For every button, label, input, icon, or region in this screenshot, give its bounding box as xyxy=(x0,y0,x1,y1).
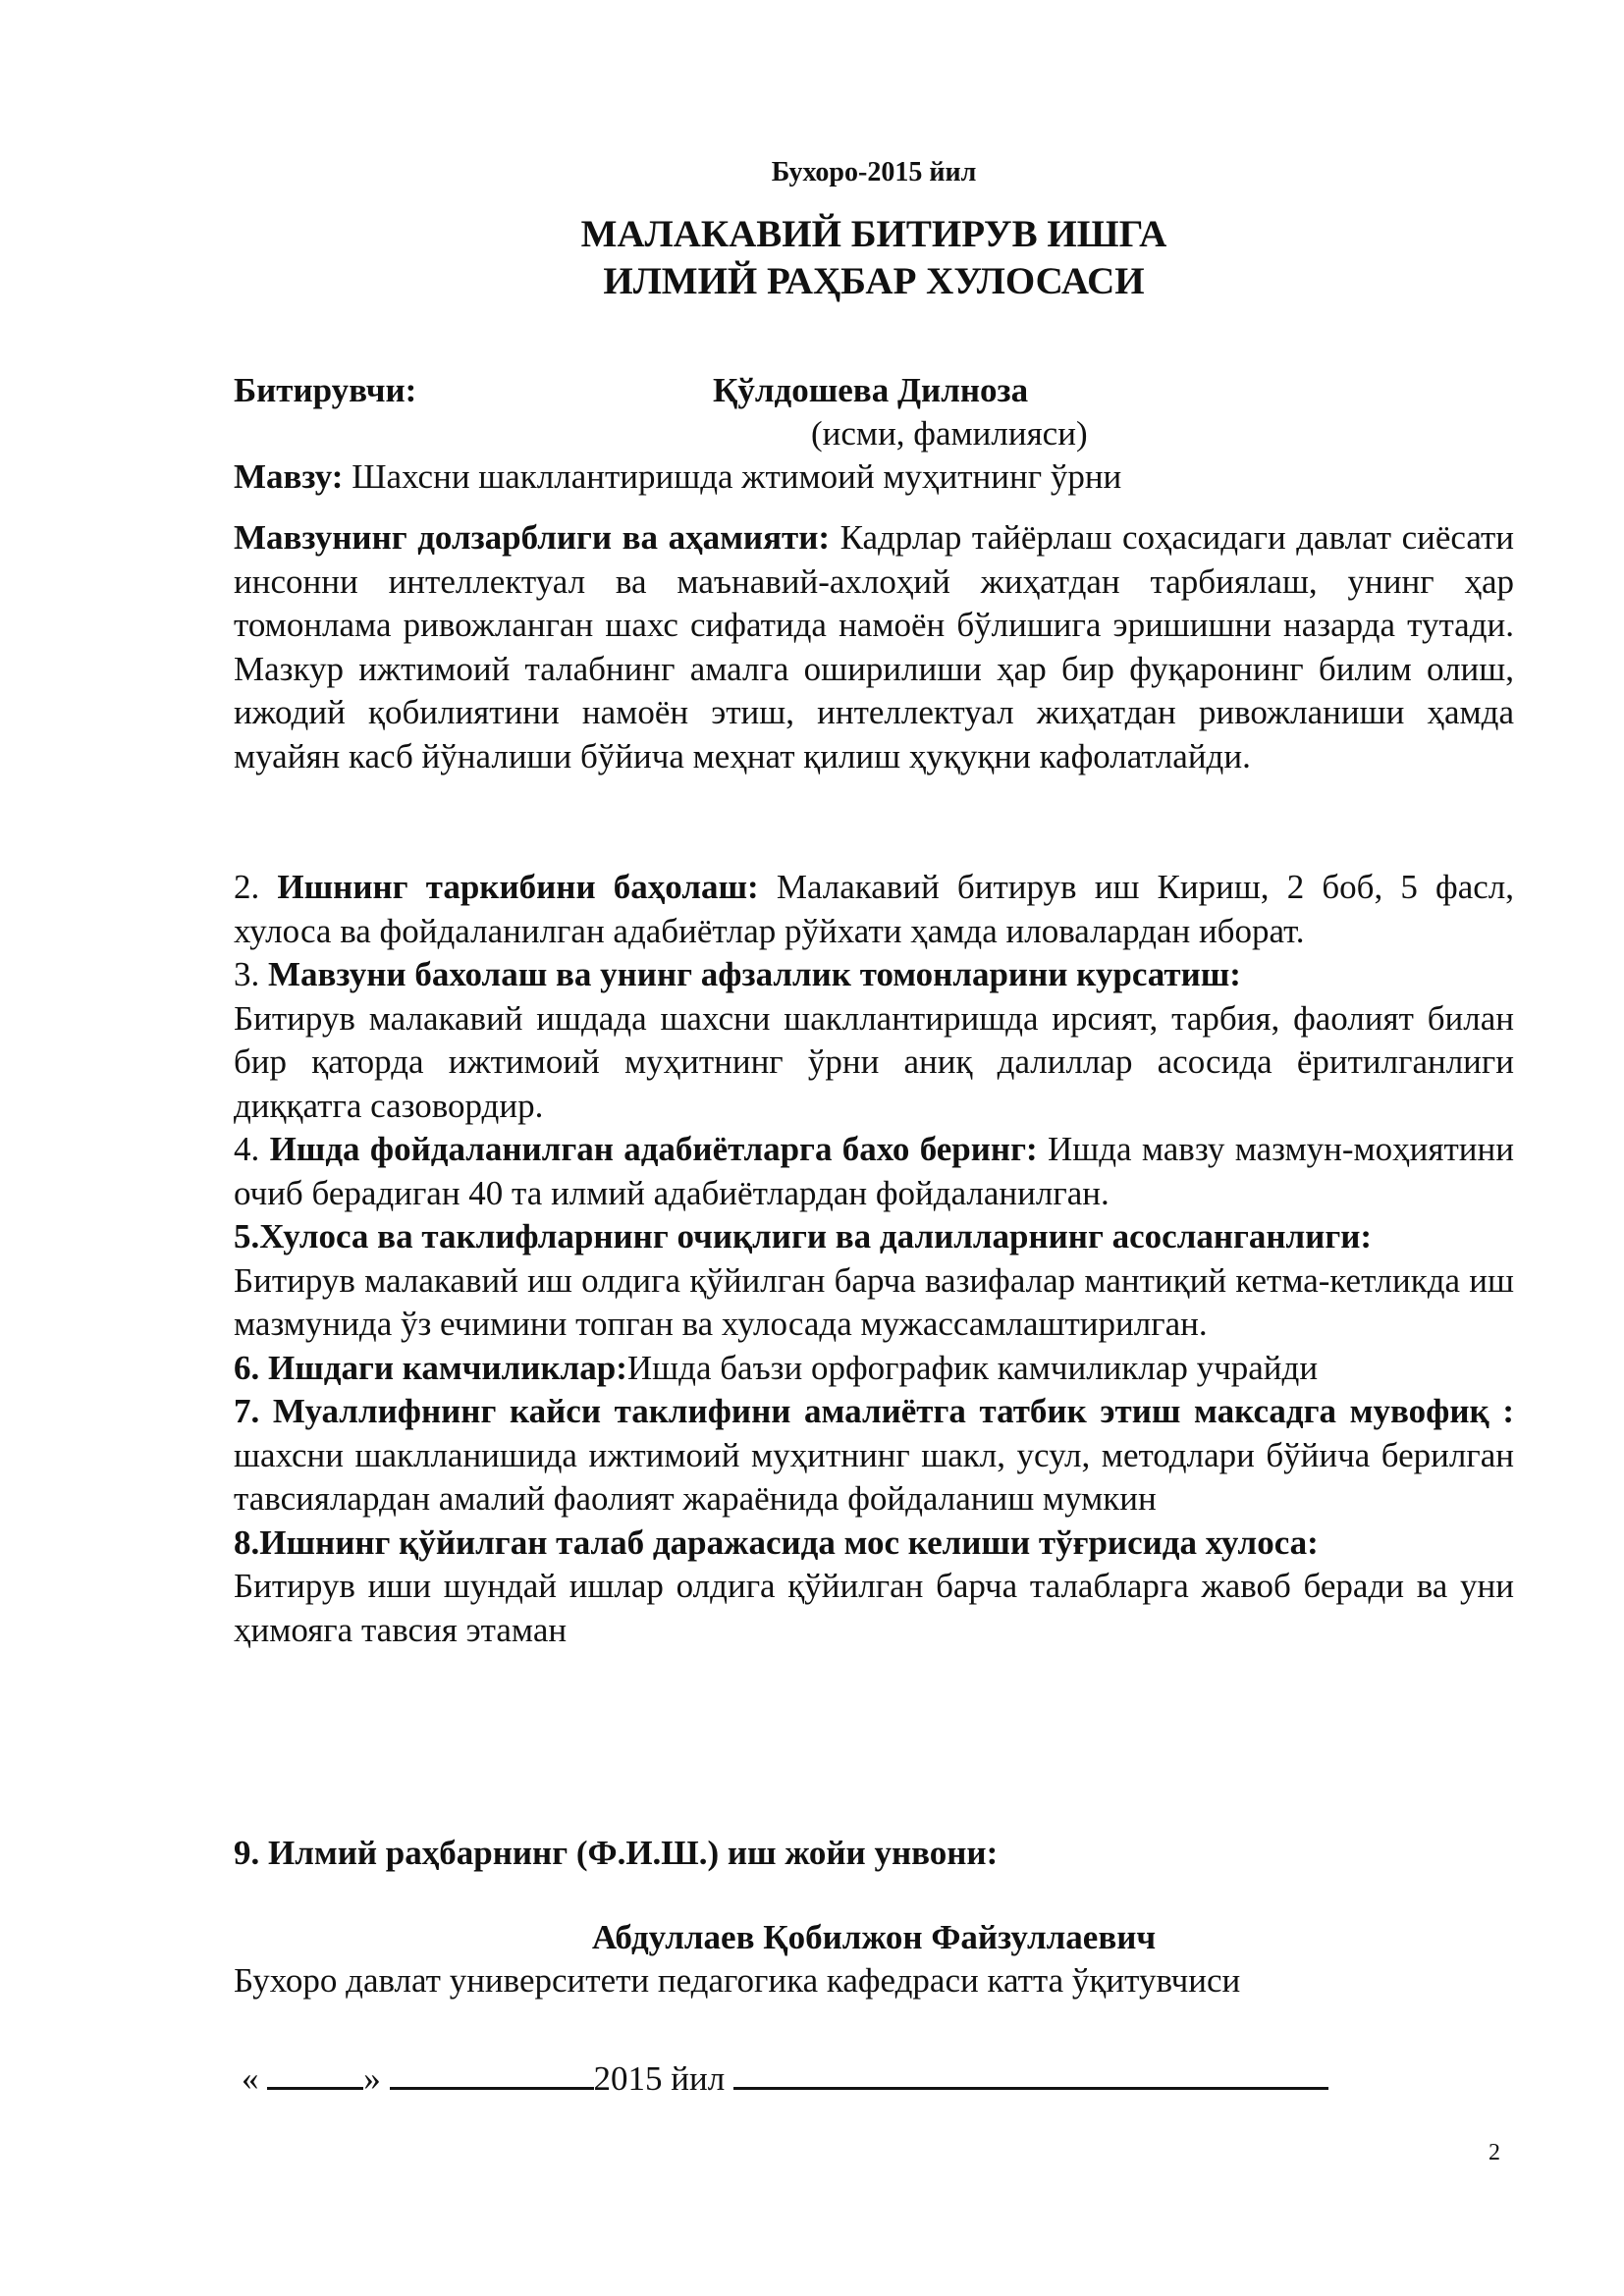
graduate-label: Битирувчи: xyxy=(234,371,417,409)
close-quote: » xyxy=(363,2059,381,2098)
relevance-label: Мавзунинг долзарблиги ва аҳамияти: xyxy=(234,518,831,557)
item-4 xyxy=(234,1128,1514,1215)
item-4-label: Ишда фойдаланилган адабиётларга бахо беринг: xyxy=(269,1130,1038,1168)
supervisor-name-text: Абдуллаев Қобилжон Файзуллаевич xyxy=(591,1918,1157,1956)
relevance-paragraph xyxy=(234,516,1514,778)
relevance-text: Кадрлар тайёрлаш соҳасидаги давлат сиёсати инсонни интеллектуал ва маънавий-ахлоҳий жиҳатдан тарбиялаш, унинг ҳар томонлама ривожланган шахс сифатида намоён бўлишига эришишни назарда тутади. Мазкур ижтимоий талабнинг амалга оширилиши ҳар бир фуқаронинг билим олиш, ижодий қобилиятини намоён этиш, интеллектуал жиҳатдан ривожланиши ҳамда муайян касб йўналиши бўйича меҳнат қилиш ҳуқуқни кафолатлайди. xyxy=(234,518,1514,775)
item-9-heading xyxy=(234,1832,1514,1876)
signature-line xyxy=(242,2057,1522,2102)
item-8-text: Битирув иши шундай ишлар олдига қўйилган барча талабларга жавоб беради ва уни ҳимояга тавсия этаман xyxy=(234,1567,1514,1649)
item-5-heading xyxy=(234,1215,1514,1259)
topic-line xyxy=(234,455,1514,500)
item-6-text: Ишда баъзи орфографик камчиликлар учрайди xyxy=(626,1348,1319,1387)
topic-label: Мавзу: xyxy=(234,457,344,496)
page-number: 2 xyxy=(1489,2140,1500,2165)
supervisor-position: Бухоро давлат университети педагогика кафедраси катта ўқитувчиси xyxy=(234,1961,1241,2000)
item-2-label: Ишнинг таркибини баҳолаш: xyxy=(277,868,759,906)
day-blank xyxy=(267,2057,363,2090)
signature-year: 2015 йил xyxy=(593,2059,726,2098)
graduate-caption: (исми, фамилияси) xyxy=(811,414,1088,453)
item-3-number: 3. xyxy=(234,955,268,993)
item-6 xyxy=(234,1347,1514,1391)
city-year: Бухоро-2015 йил xyxy=(771,157,977,187)
item-2-number: 2. xyxy=(234,868,278,906)
item-6-label: 6. Ишдаги камчиликлар: xyxy=(234,1348,627,1387)
item-3-label: Мавзуни бахолаш ва унинг афзаллик томонларини курсатиш: xyxy=(268,955,1241,993)
item-2 xyxy=(234,866,1514,953)
item-7 xyxy=(234,1390,1514,1522)
signature-blank xyxy=(733,2057,1328,2090)
title-line-2: ИЛМИЙ РАҲБАР ХУЛОСАСИ xyxy=(603,260,1145,302)
month-blank xyxy=(390,2057,594,2090)
item-8-heading xyxy=(234,1522,1514,1566)
item-4-text: Ишда мавзу мазмун-моҳиятини очиб берадиган 40 та илмий адабиётлардан фойдаланилган. xyxy=(234,1130,1514,1212)
item-5-label: 5.Хулоса ва таклифларнинг очиқлиги ва далилларнинг асосланганлиги: xyxy=(234,1217,1373,1255)
item-8-label: 8.Ишнинг қўйилган талаб даражасида мос келиши тўғрисида хулоса: xyxy=(234,1522,1319,1562)
supervisor-name xyxy=(0,1916,1624,1960)
item-7-text: шахсни шаклланишида ижтимоий муҳитнинг шакл, усул, методлари бўйича берилган тавсиялардан амалий фаолият жараёнида фойдаланиш мумкин xyxy=(234,1435,1514,1518)
graduate-name: Қўлдошева Дилноза xyxy=(713,371,1029,409)
open-quote: « xyxy=(242,2059,259,2098)
items-section xyxy=(234,866,1514,1652)
item-2-text: Малакавий битирув иш Кириш, 2 боб, 5 фасл, хулоса ва фойдаланилган адабиётлар рўйхати ҳамда иловалардан иборат. xyxy=(234,868,1514,950)
item-3-text: Битирув малакавий ишдада шахсни шакллантиришда ирсият, тарбия, фаолият билан бир қаторда ижтимоий муҳитнинг ўрни аниқ далиллар асосида ёритилганлиги диққатга сазовордир. xyxy=(234,998,1514,1125)
document-title xyxy=(0,211,1624,305)
item-9-label: 9. Илмий раҳбарнинг (Ф.И.Ш.) иш жойи унвони: xyxy=(234,1834,999,1872)
item-5-text: Битирув малакавий иш олдига қўйилган барча вазифалар мантиқий кетма-кетликда иш мазмунида ўз ечимини топган ва хулосада мужассамлаштирилган. xyxy=(234,1260,1514,1343)
item-3-heading xyxy=(234,953,1514,997)
topic-text: Шахсни шакллантиришда жтимоий муҳитнинг ўрни xyxy=(343,457,1122,496)
item-4-number: 4. xyxy=(234,1130,270,1168)
title-line-1: МАЛАКАВИЙ БИТИРУВ ИШГА xyxy=(580,213,1167,255)
item-7-label: 7. Муаллифнинг кайси таклифини амалиётга татбик этиш максадга мувофиқ : xyxy=(234,1392,1514,1430)
